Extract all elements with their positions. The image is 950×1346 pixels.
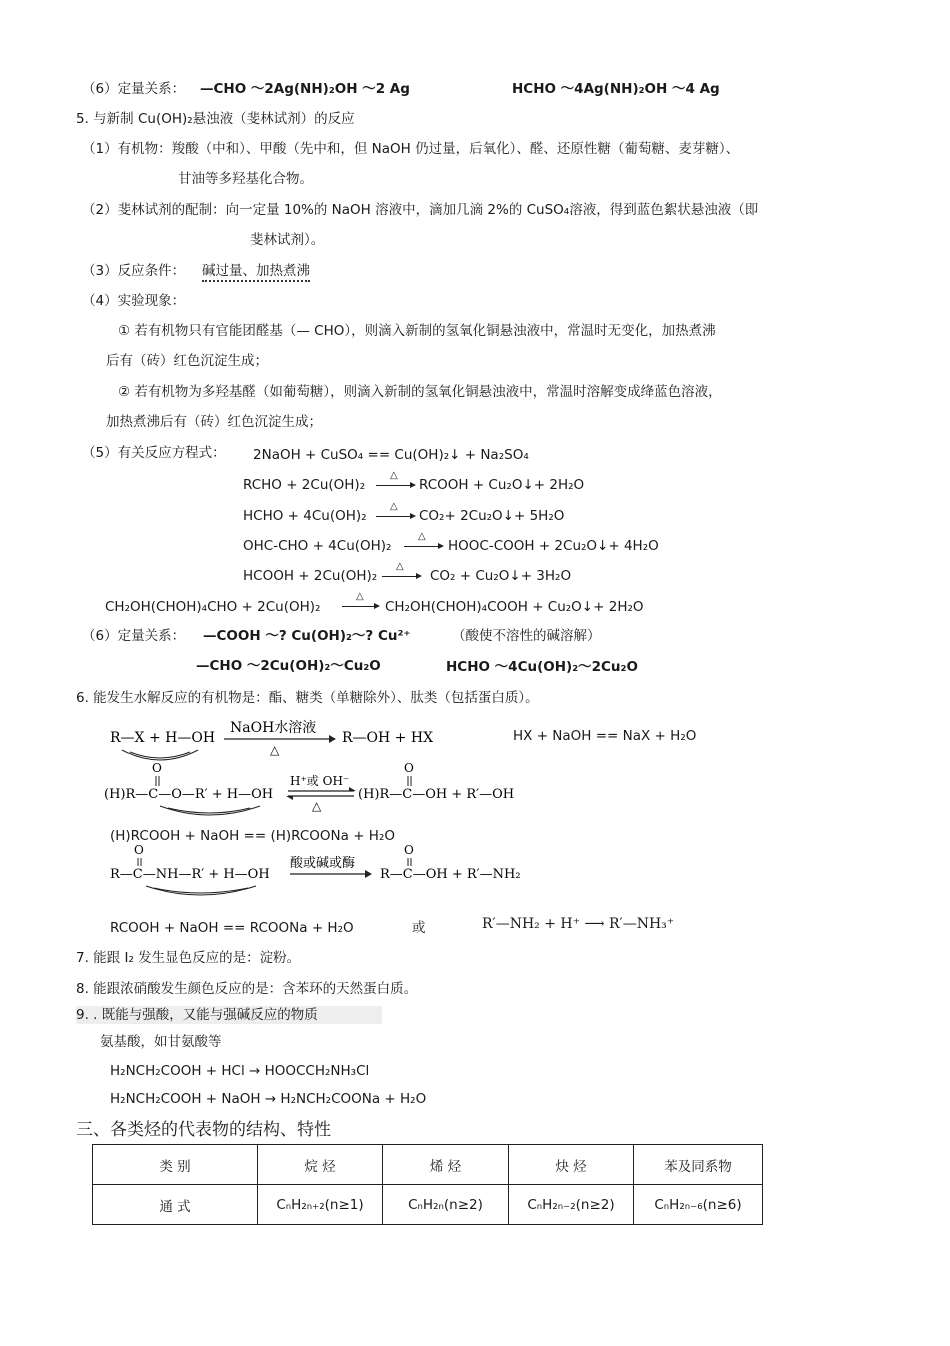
- bond-cleavage-arc: [146, 886, 256, 895]
- table-header-cell: 烯 烃: [383, 1145, 509, 1185]
- table-header-cell: 类 别: [93, 1145, 258, 1185]
- quant-relation-cho-silver: —CHO ～2Ag(NH)₂OH ～2 Ag: [200, 81, 410, 97]
- table-header-row: [93, 1145, 763, 1185]
- phenomenon-1-line1: ① 若有机物只有官能团醛基（— CHO），则滴入新制的氢氧化铜悬浊液中，常温时无变化，加热煮沸: [118, 323, 716, 339]
- heat-arrow: [342, 606, 378, 607]
- equation-glucose-product: CH₂OH(CHOH)₄COOH + Cu₂O↓+ 2H₂O: [385, 599, 644, 615]
- or-text: 或: [412, 920, 426, 936]
- arrowhead: [349, 787, 356, 791]
- equation-hcooh: HCOOH + 2Cu(OH)₂: [243, 568, 378, 584]
- quant-label-silver: （6）定量关系：: [82, 81, 186, 97]
- quant-relation-cho-copper: —CHO ～2Cu(OH)₂～Cu₂O: [196, 658, 381, 674]
- section7: 7. 能跟 I₂ 发生显色反应的是：淀粉。: [76, 950, 301, 966]
- reaction1-right: R—OH + HX: [342, 730, 434, 746]
- quant-relation-cooh: —COOH ～? Cu(OH)₂～? Cu²⁺: [203, 628, 411, 644]
- heat-symbol: △: [312, 799, 322, 813]
- quant-note: （酸使不溶性的碱溶解）: [452, 628, 601, 644]
- equation-acid-naoh-h: (H)RCOOH + NaOH == (H)RCOONa + H₂O: [110, 828, 395, 844]
- equation-glycine-hcl: H₂NCH₂COOH + HCl → HOOCCH₂NH₃Cl: [110, 1063, 370, 1079]
- heat-symbol: △: [396, 561, 404, 572]
- table-cell: CₙH₂ₙ₋₆(n≥6): [634, 1185, 763, 1225]
- reaction2-right: (H)R—C—OH + R′—OH: [358, 787, 515, 802]
- reaction1-condition: NaOH水溶液: [230, 720, 317, 736]
- reaction3-right: R—C—OH + R′—NH₂: [380, 867, 521, 882]
- reaction3-left: R—C—NH—R′ + H—OH: [110, 867, 270, 882]
- heat-symbol: △: [356, 591, 364, 602]
- heat-arrow: [382, 576, 420, 577]
- table-cell: CₙH₂ₙ₋₂(n≥2): [509, 1185, 634, 1225]
- section8: 8. 能跟浓硝酸发生颜色反应的是：含苯环的天然蛋白质。: [76, 981, 418, 997]
- sec5-item2-line1: （2）斐林试剂的配制：向一定量 10%的 NaOH 溶液中，滴加几滴 2%的 CuSO₄溶液，得到蓝色絮状悬浊液（即: [82, 202, 759, 218]
- phenomenon-2-line1: ② 若有机物为多羟基醛（如葡萄糖），则滴入新制的氢氧化铜悬浊液中，常温时溶解变成绛蓝色溶液，: [118, 384, 722, 400]
- phenomenon-1-line2: 后有（砖）红色沉淀生成；: [106, 353, 268, 369]
- table-row: [93, 1185, 763, 1225]
- equation-hcho: HCHO + 4Cu(OH)₂: [243, 508, 367, 524]
- table-cell: CₙH₂ₙ₊₂(n≥1): [258, 1185, 383, 1225]
- equation-hx-naoh: HX + NaOH == NaX + H₂O: [513, 728, 697, 744]
- equation-hcooh-product: CO₂ + Cu₂O↓+ 3H₂O: [430, 568, 572, 584]
- equation-amine-protonation: R′—NH₂ + H⁺ ⟶ R′—NH₃⁺: [482, 916, 675, 932]
- equation-glycine-naoh: H₂NCH₂COOH + NaOH → H₂NCH₂COONa + H₂O: [110, 1091, 427, 1107]
- equation-glucose: CH₂OH(CHOH)₄CHO + 2Cu(OH)₂: [105, 599, 321, 615]
- reaction1-left: R—X + H—OH: [110, 730, 216, 746]
- table-header-cell: 苯及同系物: [634, 1145, 763, 1185]
- hydrocarbon-table: [92, 1144, 763, 1225]
- carbonyl-oxygen: O: [404, 761, 414, 775]
- table-header-cell: 烷 烃: [258, 1145, 383, 1185]
- arrowhead: [365, 870, 372, 878]
- quant-relation-hcho-copper: HCHO ～4Cu(OH)₂～2Cu₂O: [446, 659, 638, 675]
- section5-title: 5. 与新制 Cu(OH)₂悬浊液（斐林试剂）的反应: [76, 111, 355, 127]
- equation-acid-naoh: RCOOH + NaOH == RCOONa + H₂O: [110, 920, 354, 936]
- equation-ohc-cho-product: HOOC-COOH + 2Cu₂O↓+ 4H₂O: [448, 538, 659, 554]
- section6-title: 6. 能发生水解反应的有机物是：酯、糖类（单糖除外）、肽类（包括蛋白质）。: [76, 690, 539, 706]
- sec5-item1-line1: （1）有机物：羧酸（中和）、甲酸（先中和，但 NaOH 仍过量，后氧化）、醛、还原性糖（葡萄糖、麦芽糖）、: [82, 141, 740, 157]
- heat-arrow: [376, 516, 414, 517]
- phenomenon-2-line2: 加热煮沸后有（砖）红色沉淀生成；: [106, 414, 322, 430]
- section9-subtitle: 氨基酸，如甘氨酸等: [100, 1034, 222, 1050]
- part3-title: 三、各类烃的代表物的结构、特性: [76, 1120, 331, 1140]
- table-cell: CₙH₂ₙ(n≥2): [383, 1185, 509, 1225]
- section9-title: 9. . 既能与强酸，又能与强碱反应的物质: [76, 1006, 382, 1024]
- sec5-item1-line2: 甘油等多羟基化合物。: [178, 171, 313, 187]
- equation-rcho: RCHO + 2Cu(OH)₂: [243, 477, 366, 493]
- carbonyl-oxygen: O: [404, 843, 414, 857]
- heat-symbol: △: [418, 531, 426, 542]
- reaction2-left: (H)R—C—O—R′ + H—OH: [104, 787, 274, 802]
- sec5-item4-label: （4）实验现象：: [82, 293, 186, 309]
- heat-arrow: [376, 485, 414, 486]
- equation-fehling-prep: 2NaOH + CuSO₄ == Cu(OH)₂↓ + Na₂SO₄: [253, 447, 529, 463]
- heat-symbol: △: [390, 470, 398, 481]
- quant-label-copper: （6）定量关系：: [82, 628, 186, 644]
- equation-ohc-cho: OHC-CHO + 4Cu(OH)₂: [243, 538, 392, 554]
- carbonyl-oxygen: O: [134, 843, 144, 857]
- reaction3-condition: 酸或碱或酶: [290, 856, 356, 871]
- bond-cleavage-arc: [160, 806, 260, 815]
- sec5-item2-line2: 斐林试剂）。: [250, 232, 325, 248]
- quant-relation-hcho-silver: HCHO ～4Ag(NH)₂OH ～4 Ag: [512, 81, 720, 97]
- carbonyl-oxygen: O: [152, 761, 162, 775]
- arrowhead: [286, 796, 293, 800]
- heat-symbol: △: [270, 743, 280, 757]
- table-header-cell: 炔 烃: [509, 1145, 634, 1185]
- sec5-item5-label: （5）有关反应方程式：: [82, 445, 226, 461]
- equation-hcho-product: CO₂+ 2Cu₂O↓+ 5H₂O: [419, 508, 565, 524]
- reaction2-condition: H⁺或 OH⁻: [290, 774, 350, 788]
- table-cell: 通 式: [93, 1185, 258, 1225]
- heat-symbol: △: [390, 501, 398, 512]
- reaction-condition-emphasis: 碱过量、加热煮沸: [202, 263, 310, 282]
- equation-rcho-product: RCOOH + Cu₂O↓+ 2H₂O: [419, 477, 585, 493]
- sec5-item3-label: （3）反应条件：: [82, 263, 186, 279]
- heat-arrow: [404, 546, 442, 547]
- arrowhead: [329, 735, 336, 743]
